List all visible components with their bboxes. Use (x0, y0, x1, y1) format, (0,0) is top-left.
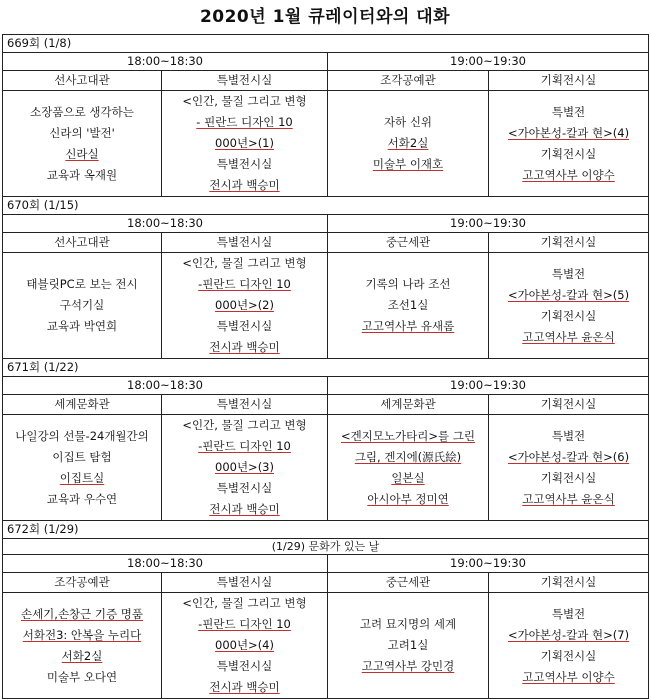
session-line: 서화2실 (387, 136, 429, 150)
venue-name: 선사고대관 (3, 233, 162, 253)
episode-header: 671회 (1/22) (3, 359, 649, 377)
venue-row (3, 395, 649, 415)
session-line: 전시과 백승미 (209, 340, 280, 354)
time-row (3, 53, 649, 71)
episode-header-row (3, 359, 649, 377)
venue-name: 기획전시실 (489, 395, 649, 415)
session-line: 000년>(1) (215, 136, 274, 150)
time-slot: 19:00~19:30 (328, 215, 649, 233)
session-line: -핀란드 디자인 10 (198, 277, 291, 291)
session-line: 신라실 (65, 146, 99, 161)
session-line: 고고역사부 이양수 (522, 669, 615, 684)
session-cell (3, 91, 162, 197)
session-line: 기획전시실 (540, 308, 597, 323)
session-line: <가야본성-칼과 현>(6) (507, 449, 630, 464)
time-slot: 19:00~19:30 (328, 377, 649, 395)
venue-row (3, 233, 649, 253)
venue-name: 기획전시실 (489, 71, 649, 91)
session-line: 서화전3: 안복을 누리다 (22, 627, 142, 642)
session-cell (162, 253, 328, 359)
session-line: 미술부 이재호 (372, 157, 444, 171)
session-line: -핀란드 디자인 10 (198, 439, 291, 453)
episode-header: 669회 (1/8) (3, 35, 649, 53)
session-line: 이집트 탐험 (52, 449, 112, 464)
session-cell (162, 91, 328, 197)
session-line: 고려1실 (387, 638, 429, 652)
session-line: 고고역사부 강민경 (361, 659, 455, 673)
session-line: 신라의 '발전' (49, 125, 115, 140)
session-line: 교육과 옥재원 (46, 167, 118, 182)
session-line: 구석기실 (59, 298, 105, 312)
session-line: <겐지모노가타리>를 그린 (340, 428, 476, 443)
session-cell (3, 415, 162, 521)
venue-name: 기획전시실 (489, 233, 649, 253)
session-line: 기록의 나라 조선 (365, 277, 451, 291)
session-line: 교육과 우수연 (46, 491, 118, 506)
session-cell (328, 415, 489, 521)
session-line: 000년>(3) (215, 460, 274, 474)
session-line: 특별전 (551, 428, 586, 443)
venue-name: 중근세관 (328, 233, 489, 253)
session-line: -핀란드 디자인 10 (198, 617, 291, 631)
venue-name: 특별전시실 (162, 573, 328, 593)
session-row (3, 593, 649, 699)
venue-name: 특별전시실 (162, 71, 328, 91)
venue-name: 선사고대관 (3, 71, 162, 91)
session-cell (328, 593, 489, 699)
session-cell (162, 593, 328, 699)
venue-name: 특별전시실 (162, 395, 328, 415)
episode-header: 672회 (1/29) (3, 521, 649, 539)
schedule-table (2, 34, 649, 699)
episode-header-row (3, 35, 649, 53)
session-line: <인간, 물질 그리고 변형 (182, 256, 307, 270)
venue-row (3, 573, 649, 593)
session-cell (489, 91, 649, 197)
time-row (3, 377, 649, 395)
session-line: 자하 신위 (383, 115, 433, 129)
session-cell (3, 253, 162, 359)
session-cell (3, 593, 162, 699)
session-line: 나일강의 선물-24개월간의 (15, 428, 149, 443)
session-line: 이집트실 (59, 470, 105, 485)
venue-name: 세계문화관 (328, 395, 489, 415)
session-cell (489, 253, 649, 359)
time-slot: 19:00~19:30 (328, 555, 649, 573)
session-line: 조선1실 (387, 298, 429, 312)
time-row (3, 215, 649, 233)
session-cell (328, 253, 489, 359)
session-line: <가야본성-칼과 현>(4) (507, 125, 630, 140)
session-line: 미술부 오다연 (46, 669, 118, 684)
session-line: - 핀란드 디자인 10 (196, 115, 293, 129)
venue-name: 조각공예관 (328, 71, 489, 91)
session-line: 전시과 백승미 (209, 178, 280, 192)
session-line: 전시과 백승미 (209, 680, 280, 694)
session-line: <가야본성-칼과 현>(7) (507, 627, 630, 642)
session-line: 기획전시실 (540, 648, 597, 663)
session-line: <인간, 물질 그리고 변형 (182, 596, 307, 610)
note-row (3, 539, 649, 555)
schedule-body (3, 35, 649, 699)
session-line: 손세기,손창근 기증 명품 (20, 606, 144, 621)
session-line: 기획전시실 (540, 470, 597, 485)
session-cell (162, 415, 328, 521)
time-slot: 18:00~18:30 (3, 53, 328, 71)
venue-name: 특별전시실 (162, 233, 328, 253)
session-line: 특별전시실 (216, 481, 273, 495)
session-line: <가야본성-칼과 현>(5) (507, 287, 630, 302)
session-line: <인간, 물질 그리고 변형 (182, 94, 307, 108)
session-line: 그림, 겐지에(源氏絵) (354, 449, 462, 464)
session-line: 000년>(2) (215, 298, 274, 312)
session-cell (489, 415, 649, 521)
session-line: 일본실 (391, 470, 425, 485)
episode-header-row (3, 521, 649, 539)
session-row (3, 415, 649, 521)
venue-name: 조각공예관 (3, 573, 162, 593)
session-line: 고고역사부 윤온식 (522, 329, 615, 344)
session-line: 고고역사부 이양수 (522, 167, 615, 182)
session-line: 특별전시실 (216, 659, 273, 673)
venue-row (3, 71, 649, 91)
session-line: 태블릿PC로 보는 전시 (26, 277, 138, 291)
episode-header-row (3, 197, 649, 215)
session-line: 특별전 (551, 266, 586, 281)
session-line: 특별전시실 (216, 319, 273, 333)
time-slot: 18:00~18:30 (3, 555, 328, 573)
session-row (3, 253, 649, 359)
venue-name: 기획전시실 (489, 573, 649, 593)
page-title: 2020년 1월 큐레이터와의 대화 (199, 7, 451, 27)
session-row (3, 91, 649, 197)
episode-note: (1/29) 문화가 있는 날 (3, 539, 649, 555)
session-line: 서화2실 (61, 648, 103, 663)
session-line: 기획전시실 (540, 146, 597, 161)
session-line: 고려 묘지명의 세계 (359, 617, 457, 631)
session-cell (489, 593, 649, 699)
session-line: 특별전 (551, 104, 586, 119)
session-line: 전시과 백승미 (209, 502, 280, 516)
session-line: 특별전시실 (216, 157, 273, 171)
session-line: 교육과 박연희 (46, 319, 118, 333)
episode-header: 670회 (1/15) (3, 197, 649, 215)
session-line: 소장품으로 생각하는 (30, 104, 134, 119)
session-line: 특별전 (551, 606, 586, 621)
venue-name: 세계문화관 (3, 395, 162, 415)
time-slot: 19:00~19:30 (328, 53, 649, 71)
time-slot: 18:00~18:30 (3, 215, 328, 233)
session-line: <인간, 물질 그리고 변형 (182, 418, 307, 432)
session-line: 000년>(4) (215, 638, 274, 652)
venue-name: 중근세관 (328, 573, 489, 593)
time-row (3, 555, 649, 573)
session-line: 고고역사부 유새롬 (361, 319, 455, 333)
session-line: 아시아부 정미연 (367, 491, 449, 506)
session-cell (328, 91, 489, 197)
session-line: 고고역사부 윤온식 (522, 491, 615, 506)
time-slot: 18:00~18:30 (3, 377, 328, 395)
